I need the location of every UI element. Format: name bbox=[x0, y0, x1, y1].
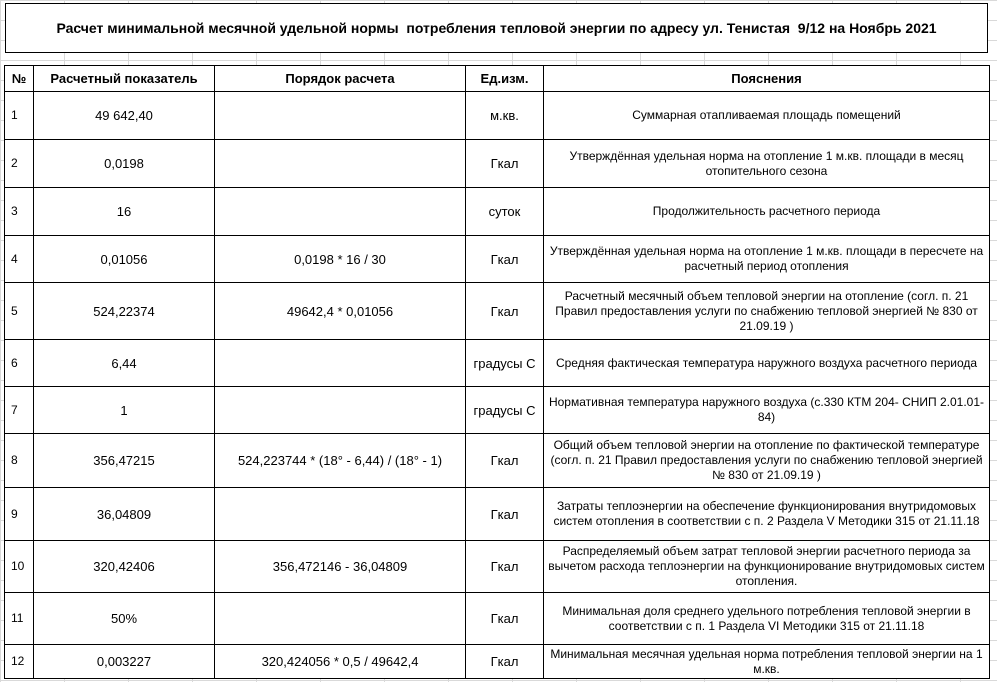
calc-cell[interactable] bbox=[215, 188, 466, 236]
value-cell[interactable]: 320,42406 bbox=[34, 541, 215, 593]
value-cell[interactable]: 524,22374 bbox=[34, 283, 215, 340]
unit-cell[interactable]: градусы С bbox=[466, 387, 544, 434]
table-row bbox=[5, 645, 990, 679]
row-num-cell[interactable]: 12 bbox=[5, 645, 34, 679]
value-cell[interactable]: 50% bbox=[34, 593, 215, 645]
unit-cell[interactable]: Гкал bbox=[466, 541, 544, 593]
calc-cell[interactable] bbox=[215, 340, 466, 387]
header-unit[interactable]: Ед.изм. bbox=[466, 66, 544, 92]
value-cell[interactable]: 36,04809 bbox=[34, 488, 215, 541]
unit-cell[interactable]: суток bbox=[466, 188, 544, 236]
header-num[interactable]: № bbox=[5, 66, 34, 92]
report-title-box[interactable] bbox=[5, 3, 988, 53]
unit-cell[interactable]: Гкал bbox=[466, 434, 544, 488]
table-row bbox=[5, 593, 990, 645]
calc-cell[interactable]: 356,472146 - 36,04809 bbox=[215, 541, 466, 593]
value-cell[interactable]: 16 bbox=[34, 188, 215, 236]
calc-cell[interactable] bbox=[215, 387, 466, 434]
table-row bbox=[5, 541, 990, 593]
unit-cell[interactable]: Гкал bbox=[466, 488, 544, 541]
note-cell[interactable]: Нормативная температура наружного воздуха (с.330 КТМ 204- СНИП 2.01.01-84) bbox=[544, 387, 990, 434]
row-num-cell[interactable]: 8 bbox=[5, 434, 34, 488]
note-cell[interactable]: Затраты теплоэнергии на обеспечение функционирования внутридомовых систем отопления в соответствии с п. 2 Раздела V Методики 315 от 21.11.18 bbox=[544, 488, 990, 541]
value-cell[interactable]: 1 bbox=[34, 387, 215, 434]
note-cell[interactable]: Средняя фактическая температура наружного воздуха расчетного периода bbox=[544, 340, 990, 387]
row-num-cell[interactable]: 11 bbox=[5, 593, 34, 645]
value-cell[interactable]: 356,47215 bbox=[34, 434, 215, 488]
value-cell[interactable]: 0,003227 bbox=[34, 645, 215, 679]
unit-cell[interactable]: градусы С bbox=[466, 340, 544, 387]
note-cell[interactable]: Распределяемый объем затрат тепловой энергии расчетного периода за вычетом расхода теплоэнергии на функционирование внутридомовых систем отопления. bbox=[544, 541, 990, 593]
table-row bbox=[5, 488, 990, 541]
unit-cell[interactable]: м.кв. bbox=[466, 92, 544, 140]
table-row bbox=[5, 188, 990, 236]
calculation-table bbox=[4, 65, 990, 679]
unit-cell[interactable]: Гкал bbox=[466, 283, 544, 340]
row-num-cell[interactable]: 6 bbox=[5, 340, 34, 387]
value-cell[interactable]: 6,44 bbox=[34, 340, 215, 387]
unit-cell[interactable]: Гкал bbox=[466, 236, 544, 283]
row-num-cell[interactable]: 9 bbox=[5, 488, 34, 541]
value-cell[interactable]: 49 642,40 bbox=[34, 92, 215, 140]
calc-cell[interactable]: 0,0198 * 16 / 30 bbox=[215, 236, 466, 283]
row-num-cell[interactable]: 1 bbox=[5, 92, 34, 140]
header-value[interactable]: Расчетный показатель bbox=[34, 66, 215, 92]
table-row bbox=[5, 140, 990, 188]
calc-cell[interactable] bbox=[215, 488, 466, 541]
note-cell[interactable]: Минимальная месячная удельная норма потребления тепловой энергии на 1 м.кв. bbox=[544, 645, 990, 679]
calc-cell[interactable]: 524,223744 * (18° - 6,44) / (18° - 1) bbox=[215, 434, 466, 488]
header-row bbox=[5, 66, 990, 92]
row-num-cell[interactable]: 10 bbox=[5, 541, 34, 593]
calc-cell[interactable] bbox=[215, 593, 466, 645]
note-cell[interactable]: Расчетный месячный объем тепловой энергии на отопление (согл. п. 21 Правил предоставления услуги по снабжению тепловой энергией № 830 от 21.09.19 ) bbox=[544, 283, 990, 340]
calc-cell[interactable] bbox=[215, 140, 466, 188]
row-num-cell[interactable]: 4 bbox=[5, 236, 34, 283]
header-note[interactable]: Пояснения bbox=[544, 66, 990, 92]
value-cell[interactable]: 0,0198 bbox=[34, 140, 215, 188]
unit-cell[interactable]: Гкал bbox=[466, 140, 544, 188]
table-row bbox=[5, 434, 990, 488]
value-cell[interactable]: 0,01056 bbox=[34, 236, 215, 283]
row-num-cell[interactable]: 7 bbox=[5, 387, 34, 434]
row-num-cell[interactable]: 3 bbox=[5, 188, 34, 236]
header-calc[interactable]: Порядок расчета bbox=[215, 66, 466, 92]
note-cell[interactable]: Утверждённая удельная норма на отопление 1 м.кв. площади в пересчете на расчетный период отопления bbox=[544, 236, 990, 283]
note-cell[interactable]: Суммарная отапливаемая площадь помещений bbox=[544, 92, 990, 140]
table-row bbox=[5, 92, 990, 140]
table-row bbox=[5, 387, 990, 434]
table-row bbox=[5, 283, 990, 340]
calc-cell[interactable] bbox=[215, 92, 466, 140]
calc-cell[interactable]: 320,424056 * 0,5 / 49642,4 bbox=[215, 645, 466, 679]
note-cell[interactable]: Минимальная доля среднего удельного потребления тепловой энергии в соответствии с п. 1 Раздела VI Методики 315 от 21.11.18 bbox=[544, 593, 990, 645]
note-cell[interactable]: Утверждённая удельная норма на отопление 1 м.кв. площади в месяц отопительного сезона bbox=[544, 140, 990, 188]
row-num-cell[interactable]: 5 bbox=[5, 283, 34, 340]
report-title: Расчет минимальной месячной удельной нормы потребления тепловой энергии по адресу ул. Тенистая 9/12 на Ноябрь 2021 bbox=[56, 20, 937, 36]
note-cell[interactable]: Общий объем тепловой энергии на отопление по фактической температуре (согл. п. 21 Правил предоставления услуги по снабжению тепловой энергией № 830 от 21.09.19 ) bbox=[544, 434, 990, 488]
note-cell[interactable]: Продолжительность расчетного периода bbox=[544, 188, 990, 236]
row-num-cell[interactable]: 2 bbox=[5, 140, 34, 188]
table-row bbox=[5, 340, 990, 387]
calc-cell[interactable]: 49642,4 * 0,01056 bbox=[215, 283, 466, 340]
unit-cell[interactable]: Гкал bbox=[466, 593, 544, 645]
unit-cell[interactable]: Гкал bbox=[466, 645, 544, 679]
table-row bbox=[5, 236, 990, 283]
